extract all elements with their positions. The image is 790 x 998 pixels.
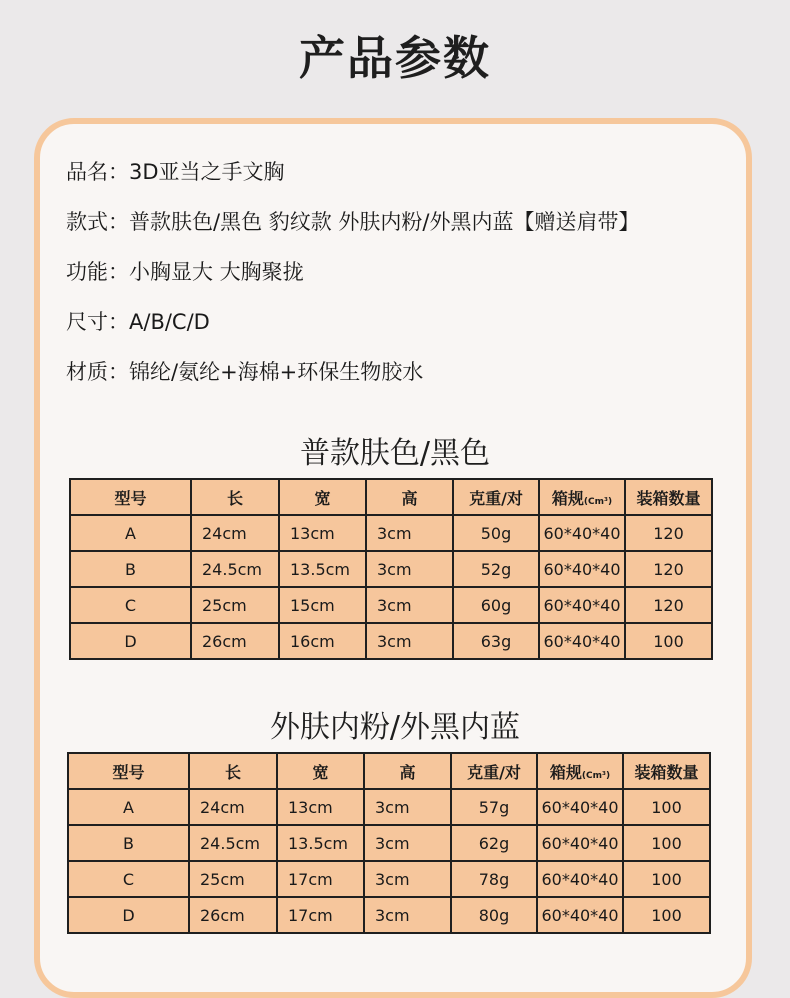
cell-width: 13cm: [279, 515, 366, 551]
header-model: 型号: [70, 479, 191, 515]
cell-width: 13.5cm: [277, 825, 364, 861]
table-row: [68, 825, 710, 861]
header-length: 长: [191, 479, 279, 515]
cell-box: 60*40*40: [537, 825, 623, 861]
header-model: 型号: [68, 753, 189, 789]
header-width: 宽: [277, 753, 364, 789]
cell-qty: 100: [623, 861, 710, 897]
table-row: [68, 897, 710, 933]
cell-qty: 120: [625, 587, 712, 623]
cell-model: C: [70, 587, 191, 623]
table-row: [68, 861, 710, 897]
cell-height: 3cm: [364, 861, 451, 897]
cell-qty: 100: [623, 825, 710, 861]
section-title-standard: 普款肤色/黑色: [299, 436, 491, 471]
section-title-two-tone: 外肤内粉/外黑内蓝: [269, 710, 521, 745]
spec-value: 小胸显大 大胸聚拢: [129, 260, 304, 284]
cell-weight: 63g: [453, 623, 539, 659]
cell-height: 3cm: [366, 623, 453, 659]
header-qty: 装箱数量: [625, 479, 712, 515]
cell-box: 60*40*40: [537, 861, 623, 897]
spec-value: A/B/C/D: [129, 310, 210, 334]
cell-box: 60*40*40: [539, 515, 625, 551]
cell-qty: 120: [625, 551, 712, 587]
cell-model: D: [68, 897, 189, 933]
header-box-label: 箱规: [549, 762, 582, 782]
cell-width: 15cm: [279, 587, 366, 623]
cell-weight: 52g: [453, 551, 539, 587]
cell-height: 3cm: [364, 825, 451, 861]
header-box-label: 箱规: [551, 488, 584, 508]
cell-box: 60*40*40: [539, 587, 625, 623]
cell-height: 3cm: [364, 789, 451, 825]
cell-height: 3cm: [364, 897, 451, 933]
cell-weight: 62g: [451, 825, 537, 861]
cell-box: 60*40*40: [537, 789, 623, 825]
header-weight: 克重/对: [451, 753, 537, 789]
cell-height: 3cm: [366, 515, 453, 551]
header-width: 宽: [279, 479, 366, 515]
cell-weight: 50g: [453, 515, 539, 551]
cell-weight: 57g: [451, 789, 537, 825]
cell-model: A: [68, 789, 189, 825]
cell-box: 60*40*40: [537, 897, 623, 933]
cell-model: A: [70, 515, 191, 551]
header-qty: 装箱数量: [623, 753, 710, 789]
table-header-row: [68, 753, 710, 789]
cell-qty: 100: [623, 897, 710, 933]
spec-line-size: [66, 300, 766, 350]
spec-value: 锦纶/氨纶+海棉+环保生物胶水: [129, 360, 424, 384]
size-table-two-tone: [67, 752, 711, 934]
spec-list: [66, 150, 766, 400]
cell-height: 3cm: [366, 551, 453, 587]
cell-model: D: [70, 623, 191, 659]
size-table-standard: [69, 478, 713, 660]
cell-qty: 100: [625, 623, 712, 659]
header-weight: 克重/对: [453, 479, 539, 515]
table-row: [70, 515, 712, 551]
spec-label: 款式：: [66, 210, 129, 234]
spec-line-style: [66, 200, 766, 250]
header-height: 高: [366, 479, 453, 515]
cell-model: B: [68, 825, 189, 861]
cell-weight: 60g: [453, 587, 539, 623]
cell-weight: 78g: [451, 861, 537, 897]
cell-width: 16cm: [279, 623, 366, 659]
cell-qty: 120: [625, 515, 712, 551]
table-row: [68, 789, 710, 825]
header-box-unit: (Cm³): [581, 770, 611, 781]
cell-length: 24cm: [191, 515, 279, 551]
spec-label: 功能：: [66, 260, 129, 284]
spec-value: 普款肤色/黑色 豹纹款 外肤内粉/外黑内蓝【赠送肩带】: [129, 210, 640, 234]
header-box: [537, 753, 623, 789]
spec-label: 材质：: [66, 360, 129, 384]
cell-model: B: [70, 551, 191, 587]
spec-label: 尺寸：: [66, 310, 129, 334]
cell-length: 26cm: [191, 623, 279, 659]
cell-box: 60*40*40: [539, 551, 625, 587]
cell-height: 3cm: [366, 587, 453, 623]
table-row: [70, 551, 712, 587]
cell-width: 13cm: [277, 789, 364, 825]
table-header-row: [70, 479, 712, 515]
spec-line-material: [66, 350, 766, 400]
spec-line-function: [66, 250, 766, 300]
header-height: 高: [364, 753, 451, 789]
header-box-unit: (Cm³): [583, 496, 613, 507]
cell-length: 26cm: [189, 897, 277, 933]
table-row: [70, 587, 712, 623]
cell-length: 24cm: [189, 789, 277, 825]
cell-length: 24.5cm: [191, 551, 279, 587]
header-box: [539, 479, 625, 515]
cell-weight: 80g: [451, 897, 537, 933]
spec-line-name: [66, 150, 766, 200]
cell-qty: 100: [623, 789, 710, 825]
cell-length: 25cm: [191, 587, 279, 623]
table-row: [70, 623, 712, 659]
cell-width: 17cm: [277, 897, 364, 933]
cell-width: 13.5cm: [279, 551, 366, 587]
cell-width: 17cm: [277, 861, 364, 897]
cell-length: 25cm: [189, 861, 277, 897]
page-title: 产品参数: [299, 31, 491, 85]
cell-box: 60*40*40: [539, 623, 625, 659]
spec-label: 品名：: [66, 160, 129, 184]
header-length: 长: [189, 753, 277, 789]
spec-value: 3D亚当之手文胸: [129, 160, 285, 184]
cell-model: C: [68, 861, 189, 897]
cell-length: 24.5cm: [189, 825, 277, 861]
